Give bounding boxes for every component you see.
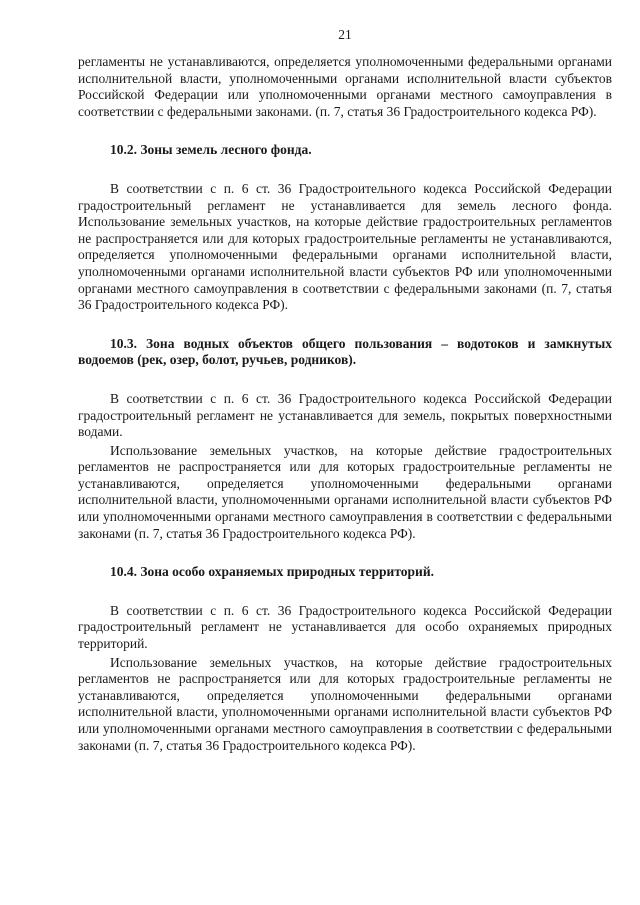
section-10-4-paragraph-2: Использование земельных участков, на которые действие градостроительных регламентов не распространяется или для которых градостроительные регламенты не устанавливаются, определяется уполномоченными федеральными органами исполнительной власти, уполномоченными органами исполнительной власти субъектов РФ или уполномоченными органами местного самоуправления в соответствии с федеральными законами (п. 7, статья 36 Градостроительного кодекса РФ). xyxy=(78,654,612,753)
section-10-4-paragraph-1: В соответствии с п. 6 ст. 36 Градостроительного кодекса Российской Федерации градостроительный регламент не устанавливается для особо охраняемых природных территорий. xyxy=(78,602,612,652)
intro-paragraph: регламенты не устанавливаются, определяется уполномоченными федеральными органами исполнительной власти, уполномоченными органами исполнительной власти субъектов Российской Федерации или уполномоченными органами местного самоуправления в соответствии с федеральными законами. (п. 7, статья 36 Градостроительного кодекса РФ). xyxy=(78,54,612,119)
page-number: 21 xyxy=(338,27,352,42)
section-10-3-paragraph-2: Использование земельных участков, на которые действие градостроительных регламентов не распространяется или для которых градостроительные регламенты не устанавливаются, определяется уполномоченными федеральными органами исполнительной власти, уполномоченными органами исполнительной власти субъектов РФ или уполномоченными органами местного самоуправления в соответствии с федеральными законами (п. 7, статья 36 Градостроительного кодекса РФ). xyxy=(78,442,612,541)
section-heading-10-4: 10.4. Зона особо охраняемых природных территорий. xyxy=(110,564,434,580)
section-10-2-paragraph-1: В соответствии с п. 6 ст. 36 Градостроительного кодекса Российской Федерации градостроительный регламент не устанавливается для земель лесного фонда. Использование земельных участков, на которые действие градостроительных регламентов не распространяется или для которых градостроительные регламенты не устанавливаются, определяется уполномоченными федеральными органами исполнительной власти, уполномоченными органами исполнительной власти субъектов РФ или уполномоченными органами местного самоуправления в соответствии с федеральными законами (п. 7, статья 36 Градостроительного кодекса РФ). xyxy=(78,180,612,313)
section-heading-10-3: 10.3. Зона водных объектов общего пользования – водотоков и замкнутых водоемов (рек, озер, болот, ручьев, родников). xyxy=(78,335,612,368)
section-heading-10-2: 10.2. Зоны земель лесного фонда. xyxy=(110,142,312,158)
section-10-3-paragraph-1: В соответствии с п. 6 ст. 36 Градостроительного кодекса Российской Федерации градостроительный регламент не устанавливается для земель, покрытых поверхностными водами. xyxy=(78,390,612,440)
document-page xyxy=(78,26,612,754)
